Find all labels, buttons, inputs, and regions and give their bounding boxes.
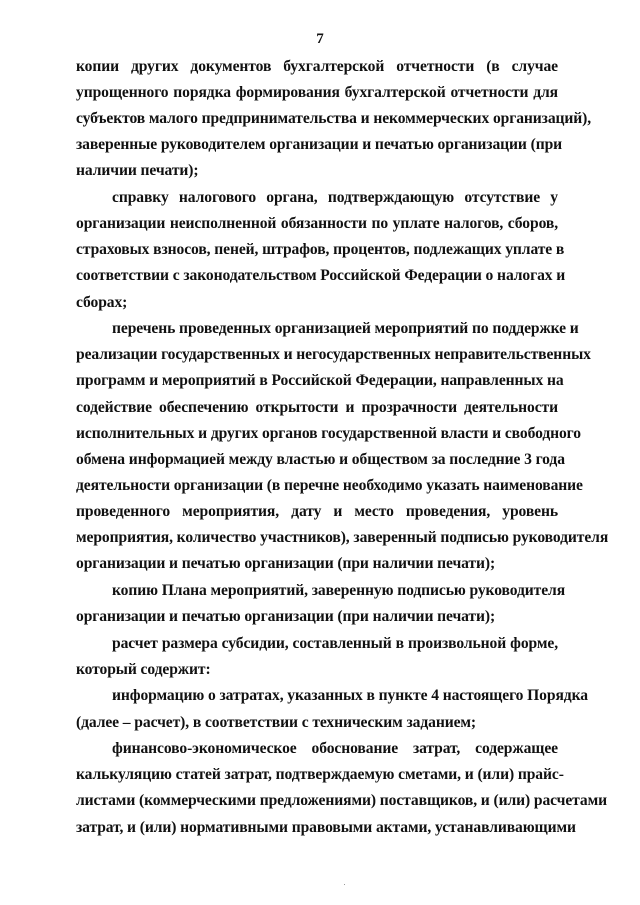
scan-speck	[344, 884, 345, 885]
text-line: обмена информацией между властью и обществом за последние 3 года	[76, 450, 565, 468]
text-line: информацию о затратах, указанных в пункте 4 настоящего Порядка	[112, 687, 588, 705]
text-line: справку налогового органа, подтверждающую отсутствие у	[112, 189, 558, 207]
page-number: 7	[316, 31, 324, 47]
text-line: содействие обеспечению открытости и прозрачности деятельности	[76, 398, 558, 416]
text-line: затрат, и (или) нормативными правовыми актами, устанавливающими	[76, 818, 576, 836]
text-line: исполнительных и других органов государственной власти и свободного	[76, 424, 581, 442]
text-line: организации неисполненной обязанности по уплате налогов, сборов,	[76, 215, 558, 233]
text-line: расчет размера субсидии, составленный в произвольной форме,	[112, 634, 558, 652]
text-line: проведенного мероприятия, дату и место проведения, уровень	[76, 502, 558, 520]
text-line: страховых взносов, пеней, штрафов, процентов, подлежащих уплате в	[76, 241, 565, 259]
text-line: который содержит:	[76, 660, 211, 678]
text-line: финансово-экономическое обоснование затрат, содержащее	[112, 740, 558, 758]
text-line: листами (коммерческими предложениями) поставщиков, и (или) расчетами	[76, 792, 608, 810]
text-line: организации и печатью организации (при наличии печати);	[76, 555, 496, 573]
text-line: программ и мероприятий в Российской Федерации, направленных на	[76, 372, 564, 390]
text-line: калькуляцию статей затрат, подтверждаемую сметами, и (или) прайс-	[76, 766, 564, 784]
text-line: наличии печати);	[76, 162, 199, 180]
text-line: (далее – расчет), в соответствии с техническим заданием;	[76, 713, 477, 731]
text-line: мероприятия, количество участников), заверенный подписью руководителя	[76, 529, 609, 546]
text-line: сборах;	[76, 293, 128, 311]
text-line: перечень проведенных организацией мероприятий по поддержке и	[112, 320, 579, 338]
text-line: заверенные руководителем организации и печатью организации (при	[76, 136, 563, 154]
text-line: деятельности организации (в перечне необходимо указать наименование	[76, 476, 583, 494]
text-line: организации и печатью организации (при наличии печати);	[76, 607, 496, 625]
text-line: копию Плана мероприятий, заверенную подписью руководителя	[112, 581, 566, 599]
text-line: упрощенного порядка формирования бухгалтерской отчетности для	[76, 84, 558, 102]
text-line: реализации государственных и негосударственных неправительственных	[76, 346, 591, 364]
text-line: копии других документов бухгалтерской отчетности (в случае	[76, 58, 558, 75]
text-line: соответствии с законодательством Российской Федерации о налогах и	[76, 267, 566, 285]
text-line: субъектов малого предпринимательства и некоммерческих организаций),	[76, 110, 592, 128]
